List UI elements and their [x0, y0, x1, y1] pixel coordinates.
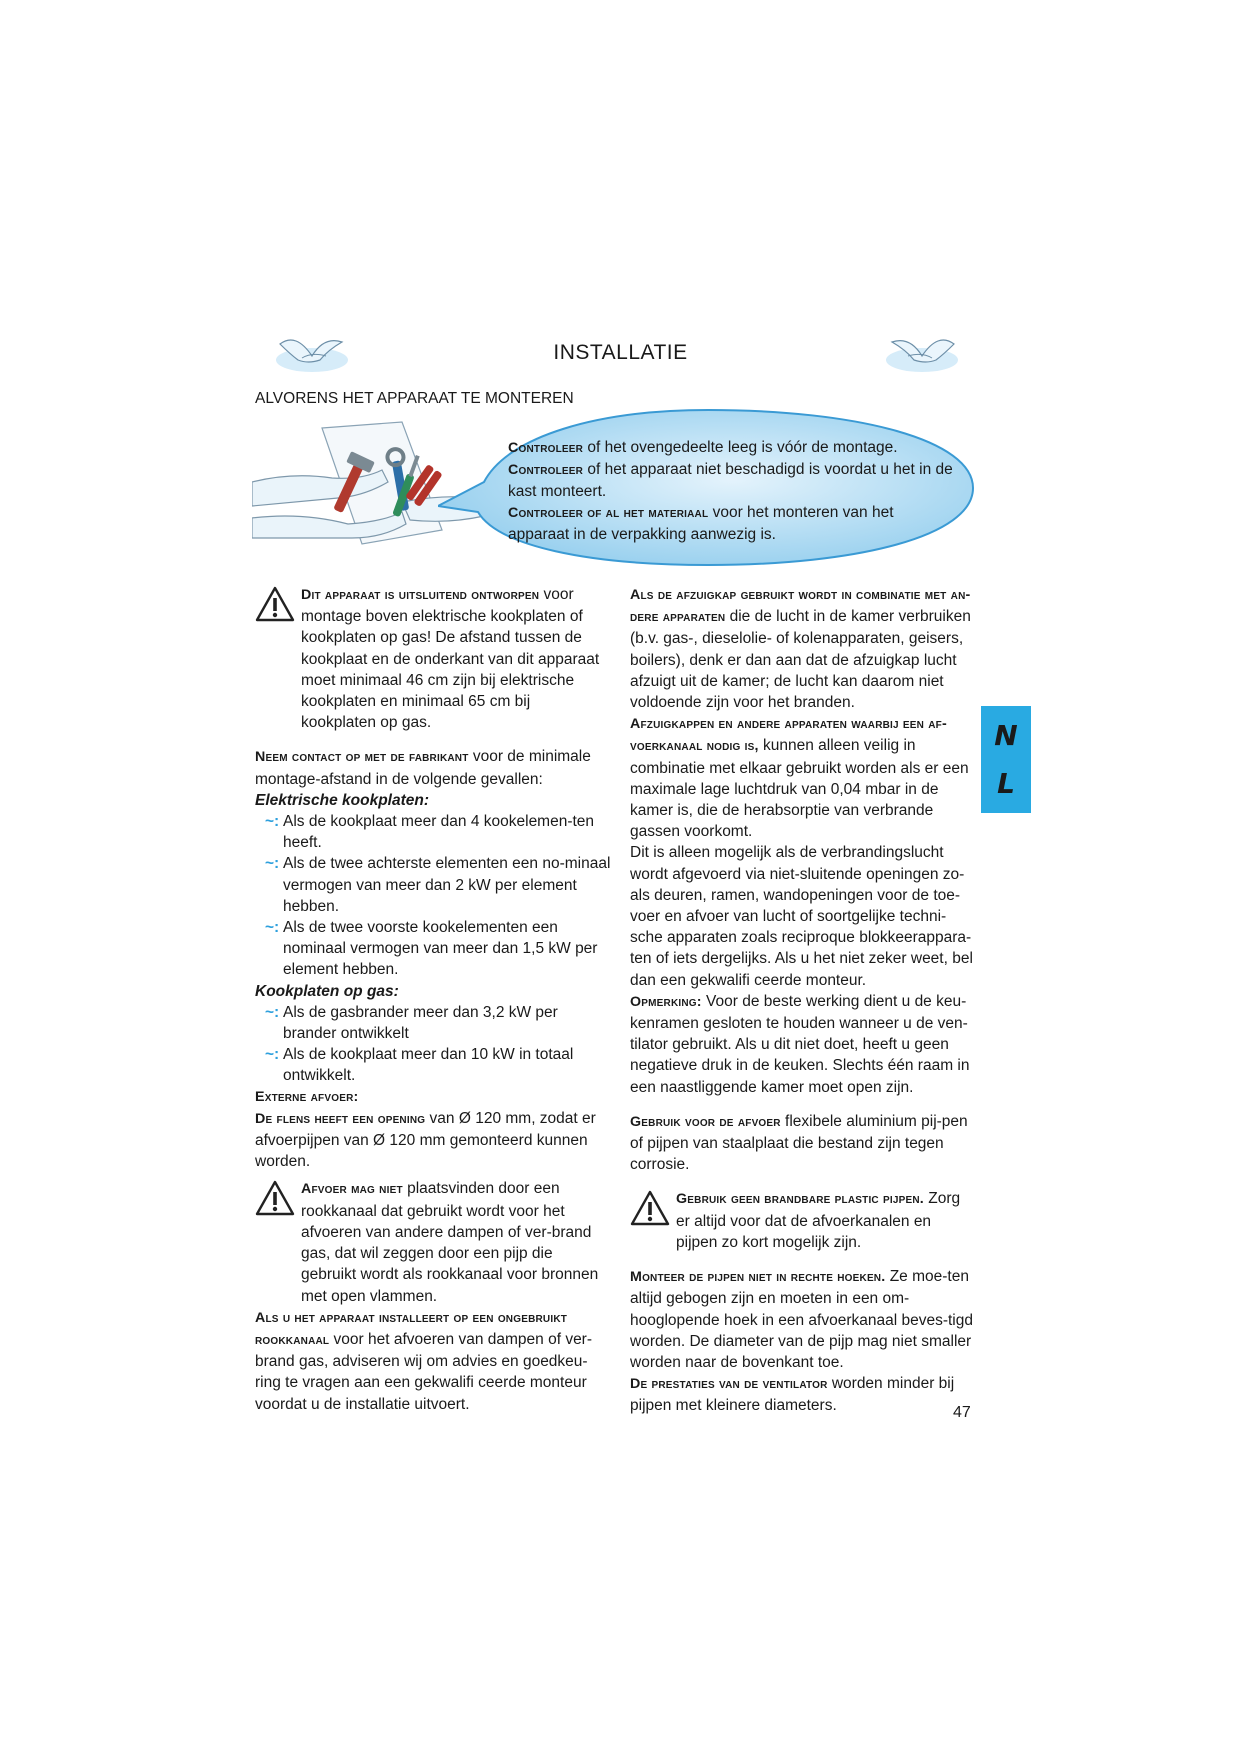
paragraph-lead: Als u het apparaat installeert op een ongebruikt rookkanaal: [255, 1309, 568, 1348]
paragraph: [255, 1108, 611, 1173]
paragraph: [255, 1307, 611, 1415]
paragraph: [630, 991, 976, 1098]
list-item: [255, 1044, 611, 1086]
paragraph-lead: De flens heeft een opening: [255, 1110, 426, 1127]
bullet-tilde-icon: ~:: [265, 1003, 280, 1021]
warning-text: voor montage boven elektrische kookplaten of kookplaten op gas! De afstand tussen de kookplaat en de onderkant van dit apparaat moet minimaal 46 cm zijn bij elektrische kookplaten en minimaal 65 cm bij kookplaten op gas.: [301, 586, 600, 732]
bubble-item: [508, 459, 953, 502]
paragraph-text: Voor de beste werking dient u de keu-kenramen gesloten te houden wanneer u de ven-tilator gebruikt. Als u dit niet doet, heeft u geen negatieve druk in de keuken. Slechts één raam in een naastliggende kamer moet open zijn.: [630, 992, 970, 1096]
list-item-text: Als de gasbrander meer dan 3,2 kW per brander ontwikkelt: [283, 1003, 558, 1043]
warning-lead: Afvoer mag niet: [301, 1181, 403, 1198]
paragraph-text: voor het afvoeren van dampen of ver-brand gas, adviseren wij om advies en goedkeu-ring te vragen aan een gekwalifi ceerde monteur voordat u de installatie uitvoert.: [255, 1330, 593, 1413]
paragraph-lead: De prestaties van de ventilator: [630, 1376, 828, 1393]
paragraph-text: worden minder bij pijpen met kleinere diameters.: [630, 1375, 955, 1415]
bubble-item-lead: Controleer: [508, 440, 584, 456]
language-tab: [981, 706, 1031, 813]
list-item-text: Als de kookplaat meer dan 10 kW in totaal ontwikkelt.: [283, 1046, 574, 1085]
page-title: INSTALLATIE: [553, 341, 688, 364]
bubble-item-text: of het ovengedeelte leeg is vóór de montage.: [583, 439, 898, 456]
page-number: 47: [953, 1404, 971, 1421]
bubble-checklist: [508, 437, 953, 545]
warning-block: [630, 1188, 976, 1253]
paragraph: [255, 746, 611, 789]
list-item: [255, 917, 611, 981]
language-tab-letter: L: [997, 767, 1015, 800]
warning-lead: Dit apparaat is uitsluitend ontworpen: [301, 587, 540, 603]
bullet-tilde-icon: ~:: [265, 1046, 280, 1064]
left-column: [255, 584, 611, 1415]
paragraph: [630, 1373, 976, 1416]
paragraph: [630, 1111, 976, 1176]
bubble-item-text: voor het monteren van het apparaat in de verpakking aanwezig is.: [508, 504, 894, 543]
subheading-extern: Externe afvoer:: [255, 1088, 359, 1105]
list-item: [255, 853, 611, 917]
warning-block: [255, 1178, 611, 1306]
list-item-text: Als de kookplaat meer dan 4 kookelemen-ten heeft.: [283, 813, 595, 852]
bubble-item-text: of het apparaat niet beschadigd is voordat u het in de kast monteert.: [508, 461, 953, 500]
paragraph: [630, 584, 976, 713]
bubble-item-lead: Controleer of al het materiaal: [508, 505, 709, 521]
paragraph-text: van Ø 120 mm, zodat er afvoerpijpen van Ø 120 mm gemonteerd kunnen worden.: [255, 1109, 596, 1171]
paragraph-lead: Als de afzuigkap gebruikt wordt in combinatie met an-dere apparaten: [630, 587, 971, 626]
list-item: [255, 811, 611, 853]
bubble-item-lead: Controleer: [508, 462, 584, 478]
paragraph-lead: Opmerking:: [630, 993, 702, 1010]
bullet-tilde-icon: ~:: [265, 855, 280, 873]
paragraph-text: Ze moe-ten altijd gebogen zijn en moeten in een om-hooglopende hoek in een afvoerkanaal beves-tigd worden. De diameter van de pijp mag niet smaller worden naar de bovenkant toe.: [630, 1268, 973, 1371]
warning-text: plaatsvinden door een rookkanaal dat gebruikt wordt voor het afvoeren van andere dampen of ver-brand gas, dat wil zeggen door een pijp die gebruikt wordt als rookkanaal voor bronnen met open vlammen.: [301, 1180, 599, 1305]
list-item: [255, 1002, 611, 1044]
bubble-item: [508, 437, 953, 459]
paragraph-text: die de lucht in de kamer verbruiken (b.v. gas-, dieselolie- of kolenapparaten, geisers, boilers), denk er dan aan dat de afzuigkap lucht afzuigt uit de kamer; de lucht kan daarom niet voldoende zijn voor het branden.: [630, 608, 971, 712]
paragraph-lead: Gebruik voor de afvoer: [630, 1113, 781, 1130]
right-column: [630, 584, 976, 1417]
warning-icon: [255, 586, 295, 622]
paragraph-lead: Afzuigkappen en andere apparaten waarbij een af-voerkanaal nodig is,: [630, 716, 947, 755]
warning-icon: [630, 1190, 670, 1226]
bullet-tilde-icon: ~:: [265, 919, 280, 937]
paragraph: [630, 1266, 976, 1373]
list-item-text: Als de twee voorste kookelementen een nominaal vermogen van meer dan 1,5 kW per element hebben.: [283, 919, 598, 979]
bullet-tilde-icon: ~:: [265, 813, 280, 831]
warning-icon: [255, 1180, 295, 1216]
paragraph-lead: Neem contact op met de fabrikant: [255, 749, 469, 766]
subheading-gas: Kookplaten op gas:: [255, 982, 399, 1000]
paragraph-text: voor de minimale montage-afstand in de volgende gevallen:: [255, 748, 591, 788]
paragraph-text: flexibele aluminium pij-pen of pijpen van staalplaat die bestand zijn tegen corrosie.: [630, 1112, 968, 1174]
warning-text: Zorg er altijd voor dat de afvoerkanalen en pijpen zo kort mogelijk zijn.: [676, 1190, 961, 1251]
language-tab-letter: N: [994, 719, 1018, 752]
warning-block: [255, 584, 611, 733]
subheading-electric: Elektrische kookplaten:: [255, 791, 430, 809]
list-item-text: Als de twee achterste elementen een no-minaal vermogen van meer dan 2 kW per element hebben.: [283, 855, 611, 915]
paragraph-text: kunnen alleen veilig in combinatie met elkaar gebruikt worden als er een maximale lage luchtdruk van 0,04 mbar in de kamer is, die de herabsorptie van verbrande gassen voorkomt.: [630, 737, 969, 841]
paragraph-lead: Monteer de pijpen niet in rechte hoeken.: [630, 1269, 886, 1286]
section-heading: ALVORENS HET APPARAAT TE MONTEREN: [255, 390, 574, 407]
bubble-item: [508, 502, 953, 545]
paragraph: Dit is alleen mogelijk als de verbrandingslucht wordt afgevoerd via niet-sluitende openingen zo-als deuren, ramen, wandopeningen voor de toe-voer en afvoer van lucht of soortgelijke techni-sche apparaten zoals reciproque blokkeerappara-ten of iets dergelijks. Als u het niet zeker weet, bel dan een gekwalifi ceerde monteur.: [630, 844, 973, 989]
paragraph: [630, 713, 976, 842]
warning-lead: Gebruik geen brandbare plastic pijpen.: [676, 1191, 924, 1208]
